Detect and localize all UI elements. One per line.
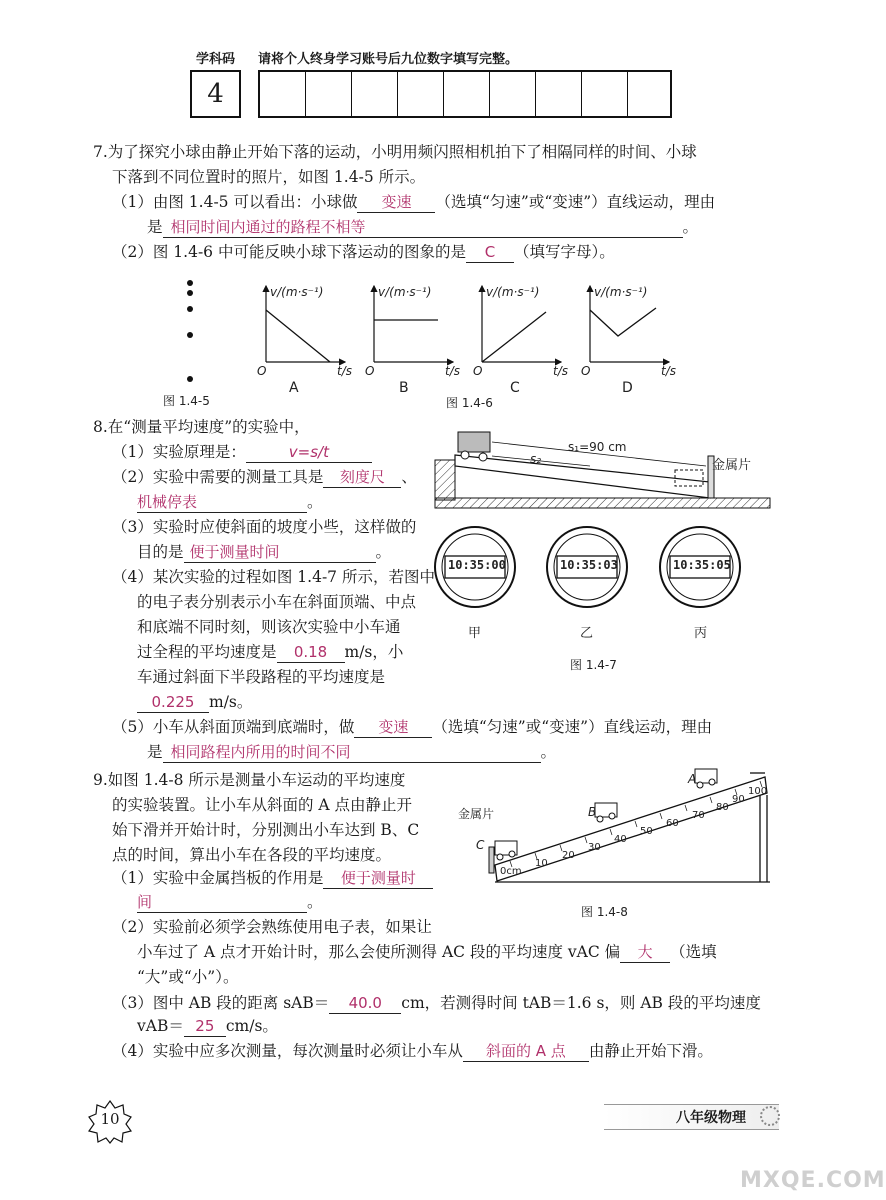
q9-part3: （3）图中 AB 段的距离 sAB＝ 40.0 cm，若测得时间 tAB＝1.6 s，则 AB 段的平均速度 — [112, 994, 761, 1012]
q8-part2: （2）实验中需要的测量工具是 刻度尺 、 — [112, 468, 417, 486]
account-instruction: 请将个人终身学习账号后九位数字填写完整。 — [258, 52, 519, 67]
ruler-tick-70: 70 — [692, 810, 705, 821]
incline-board — [455, 455, 710, 498]
account-digit-divider — [443, 72, 489, 116]
timer-yi-label: 乙 — [580, 626, 594, 641]
ruler-tick-80: 80 — [716, 802, 729, 813]
ball-dot — [187, 306, 193, 312]
timer-jia-label: 甲 — [468, 626, 482, 641]
q7-part1: （1）由图 1.4-5 可以看出：小球做 变速 （选填“匀速”或“变速”）直线运动，理由 — [112, 193, 716, 211]
fig-1-4-7-s1: s₁=90 cm — [568, 440, 627, 454]
fig-1-4-7-metal-label: 金属片 — [712, 458, 752, 473]
q8-part1-answer: v=s/t — [246, 443, 372, 463]
ruler-tick-40: 40 — [614, 834, 627, 845]
q9-part3-answer1: 40.0 — [329, 994, 401, 1014]
q8-part3-line1: （3）实验时应使斜面的坡度小些，这样做的 — [112, 518, 417, 536]
q9-part4-answer: 斜面的 A 点 — [463, 1042, 589, 1062]
point-b-label: B — [588, 805, 597, 819]
q8-part4-answer2: 0.225 — [137, 693, 209, 713]
q9-stem-line4: 点的时间，算出小车在各段的平均速度。 — [112, 846, 392, 864]
q9-part1-answer: 便于测量时 — [323, 869, 433, 889]
ball-dot — [187, 290, 193, 296]
ruler-tick-50: 50 — [640, 826, 653, 837]
q8-part3-line2: 目的是 便于测量时间 。 — [137, 543, 392, 561]
ruler-tick-100: 100 — [748, 786, 768, 797]
fig-1-4-7-s2: s₂ — [530, 452, 542, 466]
q9-part2-line2: 小车过了 A 点才开始计时，那么会使所测得 AC 段的平均速度 vAC 偏 大 （选填 — [137, 943, 717, 961]
ruler-tick-90: 90 — [732, 794, 745, 805]
cart-at-a — [695, 769, 717, 788]
sun-decoration-icon — [760, 1106, 780, 1126]
ball-dot — [187, 280, 193, 286]
account-digit-divider — [535, 72, 581, 116]
timer-bing-label: 丙 — [694, 626, 708, 641]
cart-at-c — [495, 841, 517, 860]
q9-part2-line3: “大”或“小”）。 — [137, 968, 239, 986]
account-digit-divider — [581, 72, 627, 116]
q9-part3-cont: vAB＝ 25 cm/s。 — [137, 1017, 278, 1035]
fig-1-4-5-caption: 图 1.4-5 — [163, 394, 210, 408]
q9-part3-answer2: 25 — [184, 1017, 226, 1037]
q8-part5-answer: 变速 — [354, 718, 432, 738]
graph-d-xlabel: t/s — [661, 364, 676, 378]
graph-b-origin: O — [365, 364, 375, 378]
q9-part1: （1）实验中金属挡板的作用是 便于测量时 — [112, 866, 433, 891]
site-watermark: MXQE.COM — [740, 1168, 886, 1193]
graph-c-letter: C — [510, 380, 520, 396]
account-digit-divider — [397, 72, 443, 116]
ruler-tick-30: 30 — [588, 842, 601, 853]
graph-a-origin: O — [257, 364, 267, 378]
graph-d-origin: O — [581, 364, 591, 378]
q8-part2-cont: 机械停表 。 — [137, 493, 323, 511]
q8-part4-line6: 0.225 m/s。 — [137, 690, 252, 715]
account-digit-divider — [627, 72, 673, 116]
q8-part4-line1: （4）某次实验的过程如图 1.4-7 所示，若图中 — [112, 568, 435, 586]
q7-part1-reason: 是 相同时间内通过的路程不相等 。 — [147, 218, 699, 236]
fig-1-4-7-caption: 图 1.4-7 — [570, 658, 617, 672]
q8-stem: 8.在“测量平均速度”的实验中， — [93, 418, 310, 436]
graph-d-letter: D — [622, 380, 633, 396]
q9-stem-line1: 9.如图 1.4-8 所示是测量小车运动的平均速度 — [93, 771, 406, 789]
graph-c-ylabel: v/(m·s⁻¹) — [486, 285, 540, 299]
metal-stop — [489, 847, 494, 873]
subject-code-label: 学科码 — [196, 52, 236, 67]
fig-1-4-5-ball-photo — [170, 275, 220, 390]
subject-code-box — [190, 70, 241, 118]
graph-a-ylabel: v/(m·s⁻¹) — [270, 285, 324, 299]
ground — [435, 498, 770, 508]
ruler-tick-0: 0cm — [500, 866, 522, 877]
graph-c-xlabel: t/s — [553, 364, 568, 378]
q7-part2: （2）图 1.4-6 中可能反映小球下落运动的图象的是 C （填写字母）。 — [112, 243, 615, 261]
account-digit-divider — [489, 72, 535, 116]
cart-at-b — [595, 803, 617, 822]
graph-b-letter: B — [399, 380, 409, 396]
q9-part2-line1: （2）实验前必须学会熟练使用电子表，如果让 — [112, 918, 432, 936]
ball-dot — [187, 332, 193, 338]
q8-part5-reason: 是 相同路程内所用的时间不同 。 — [147, 743, 557, 761]
q9-part1-cont: 间 。 — [137, 893, 323, 911]
point-c-label: C — [476, 838, 485, 852]
q8-part2-answer2: 机械停表 — [137, 493, 307, 513]
q8-part4-line3: 和底端不同时刻，则该次实验中小车通 — [137, 618, 401, 636]
q9-part1-answer-cont: 间 — [137, 893, 307, 913]
graph-b-xlabel: t/s — [445, 364, 460, 378]
timer-bing-display: 10:35:05 — [673, 558, 731, 572]
point-a-label: A — [688, 772, 697, 786]
q7-part2-answer: C — [466, 243, 514, 263]
q8-part1: （1）实验原理是： v=s/t — [112, 440, 372, 465]
ruler-tick-20: 20 — [562, 850, 575, 861]
graph-a-xlabel: t/s — [337, 364, 352, 378]
q9-stem-line2: 的实验装置。让小车从斜面的 A 点由静止开 — [112, 796, 413, 814]
q8-part5: （5）小车从斜面顶端到底端时，做 变速 （选填“匀速”或“变速”）直线运动，理由 — [112, 718, 713, 736]
q8-part5-reason-answer: 相同路程内所用的时间不同 — [163, 743, 541, 763]
ruler-tick-10: 10 — [535, 858, 548, 869]
support-block — [435, 460, 455, 500]
account-digit-divider — [305, 72, 351, 116]
page-number: 10 — [100, 1110, 120, 1128]
book-title: 八年级物理 — [676, 1110, 746, 1126]
account-digit-divider — [351, 72, 397, 116]
timer-jia-display: 10:35:00 — [448, 558, 506, 572]
q8-part2-answer1: 刻度尺 — [323, 468, 401, 488]
ball-dot — [187, 376, 193, 382]
q8-part4-line5: 车通过斜面下半段路程的平均速度是 — [137, 668, 386, 686]
timer-yi-display: 10:35:03 — [560, 558, 618, 572]
subject-code-value: 4 — [207, 79, 224, 109]
q9-part2-answer: 大 — [620, 943, 670, 963]
q7-part1-reason-answer: 相同时间内通过的路程不相等 — [163, 218, 683, 238]
graph-a-letter: A — [289, 380, 299, 396]
graph-c-origin: O — [473, 364, 483, 378]
q7-stem-line2: 下落到不同位置时的照片，如图 1.4-5 所示。 — [112, 168, 426, 186]
graph-b-ylabel: v/(m·s⁻¹) — [378, 285, 432, 299]
q8-part4-line4: 过全程的平均速度是 0.18 m/s，小 — [137, 643, 404, 661]
fig-1-4-8-metal-label: 金属片 — [458, 807, 495, 821]
q8-part3-answer: 便于测量时间 — [184, 543, 376, 563]
q7-part1-answer: 变速 — [357, 193, 435, 213]
ruler-tick-60: 60 — [666, 818, 679, 829]
q9-part4: （4）实验中应多次测量，每次测量时必须让小车从 斜面的 A 点 由静止开始下滑。 — [112, 1042, 713, 1060]
fig-1-4-6-caption: 图 1.4-6 — [446, 396, 493, 410]
graph-d-ylabel: v/(m·s⁻¹) — [594, 285, 648, 299]
q8-part4-line2: 的电子表分别表示小车在斜面顶端、中点 — [137, 593, 417, 611]
q7-stem-line1: 7.为了探究小球由静止开始下落的运动，小明用频闪照相机拍下了相隔同样的时间、小球 — [93, 143, 697, 161]
q9-stem-line3: 始下滑并开始计时，分别测出小车达到 B、C — [112, 821, 420, 839]
fig-1-4-8-caption: 图 1.4-8 — [581, 905, 628, 919]
q8-part4-answer1: 0.18 — [277, 643, 345, 663]
